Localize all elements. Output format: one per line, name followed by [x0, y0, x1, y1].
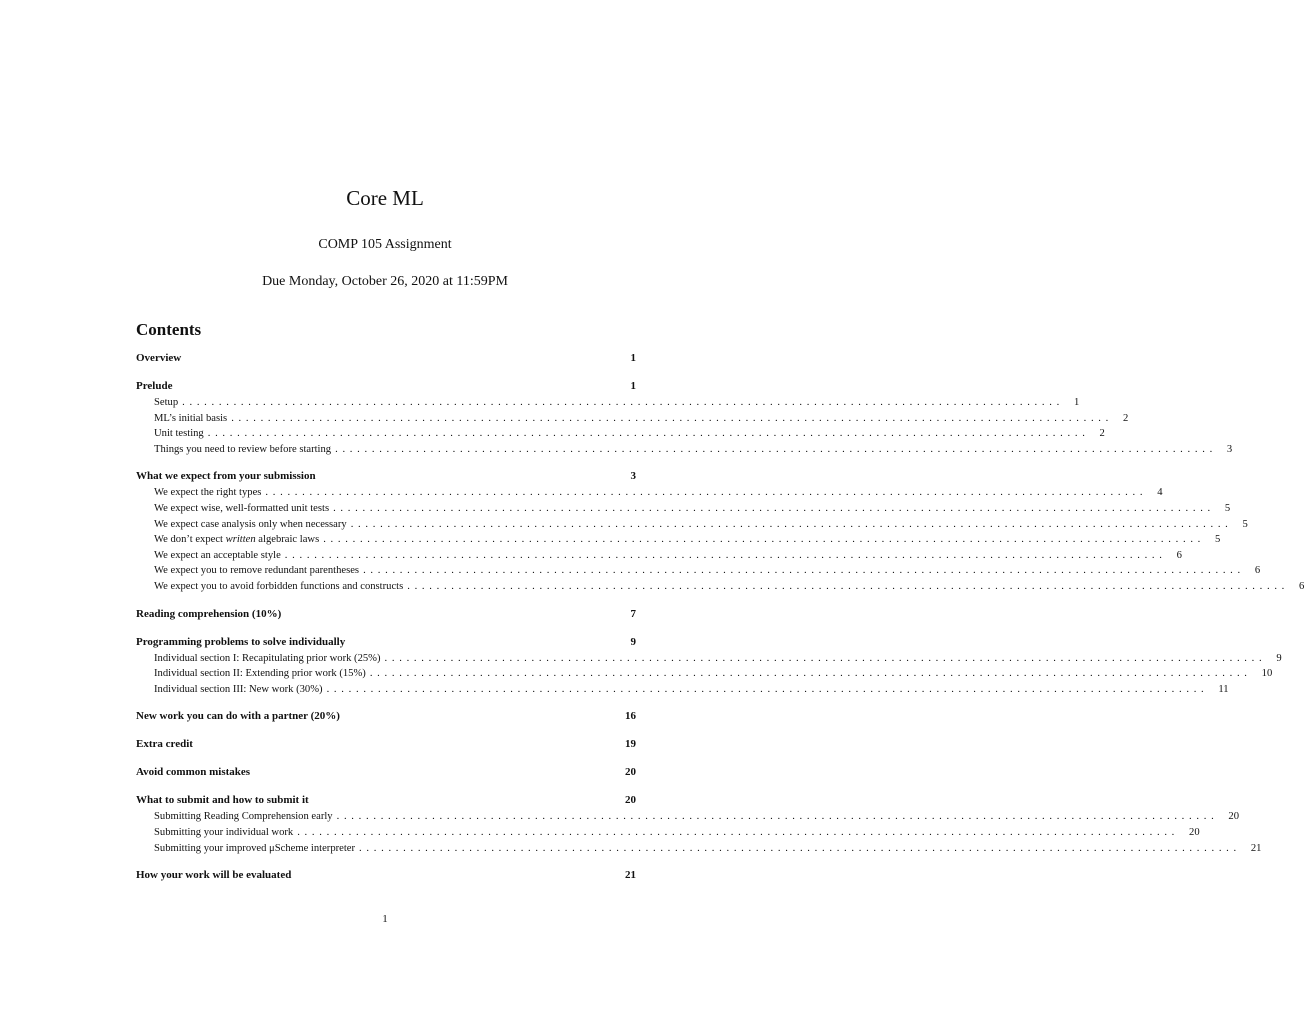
toc-subsection[interactable]	[136, 395, 1080, 411]
toc-leader-dots: ........................................................................................................................	[359, 842, 1241, 854]
toc-leader-dots: ........................................................................................................................	[284, 549, 1167, 561]
toc-subsection-page: 20	[1189, 826, 1200, 838]
toc-subsection-label: We expect you to avoid forbidden functions and constructs	[154, 580, 404, 592]
toc-section-label: Avoid common mistakes	[136, 766, 251, 779]
toc-leader-dots: ........................................................................................................................	[231, 412, 1113, 424]
document-subtitle: COMP 105 Assignment	[318, 237, 452, 252]
toc-subsection[interactable]	[136, 485, 1163, 501]
toc-subsection-page: 6	[1176, 549, 1182, 561]
toc-section[interactable]	[136, 634, 636, 651]
toc-subsection-label: Submitting your individual work	[154, 826, 294, 838]
toc-subsection-label: We expect case analysis only when necessary	[154, 518, 347, 530]
toc-subsection-label: We expect the right types	[154, 487, 262, 499]
toc-subsection[interactable]	[136, 411, 1129, 427]
emphasis-text: written	[225, 534, 256, 546]
toc-section-page: 7	[630, 607, 636, 620]
toc-section-page: 19	[625, 738, 636, 751]
toc-leader-dots: ........................................................................................................................	[182, 397, 1064, 408]
toc-subsection-label: Individual section III: New work (30%)	[154, 683, 323, 695]
toc-subsection-label: ML’s initial basis	[154, 412, 228, 424]
toc-leader-dots: ........................................................................................................................	[207, 428, 1090, 440]
toc-section-label: Overview	[136, 352, 182, 364]
toc-subsection[interactable]	[136, 825, 1200, 841]
toc-subsection-page: 1	[1073, 397, 1080, 408]
toc-section[interactable]	[136, 350, 636, 367]
toc-section-label: New work you can do with a partner (20%)	[136, 710, 340, 723]
toc-section[interactable]	[136, 792, 636, 809]
toc-section-page: 20	[625, 794, 636, 807]
toc-leader-dots: ........................................................................................................................	[407, 580, 1290, 592]
toc-subsection-page: 5	[1224, 502, 1231, 514]
toc-leader-dots: ........................................................................................................................	[363, 565, 1245, 577]
toc-leader-dots: ........................................................................................................................	[369, 668, 1252, 680]
toc-subsection-label: We don’t expect written algebraic laws	[154, 534, 320, 546]
toc-subsection[interactable]	[136, 682, 1229, 698]
toc-subsection-page: 5	[1215, 534, 1221, 546]
toc-subsection[interactable]	[136, 809, 1240, 825]
toc-subsection[interactable]	[136, 563, 1261, 579]
toc-subsection[interactable]	[136, 442, 1233, 458]
toc-subsection-page: 3	[1226, 443, 1233, 455]
toc-section[interactable]	[136, 606, 636, 623]
toc-subsection-page: 2	[1123, 412, 1129, 424]
toc-section[interactable]	[136, 867, 636, 884]
toc-section-label: What we expect from your submission	[136, 470, 316, 483]
toc-leader-dots: ........................................................................................................................	[326, 683, 1209, 695]
toc-leader-dots: ........................................................................................................................	[265, 487, 1148, 499]
toc-leader-dots: ........................................................................................................................	[323, 534, 1206, 546]
toc-section-page: 20	[625, 766, 636, 779]
toc-section-label: Extra credit	[136, 738, 193, 751]
toc-subsection-page: 5	[1242, 518, 1248, 530]
toc-section-page: 3	[630, 470, 636, 483]
toc-section-page: 9	[630, 635, 636, 648]
toc-subsection-page: 10	[1261, 668, 1273, 680]
toc-subsection-label: We expect wise, well-formatted unit tests	[154, 502, 330, 514]
toc-subsection-label: Things you need to review before starting	[154, 443, 332, 455]
toc-section-label: What to submit and how to submit it	[136, 794, 309, 807]
toc-subsection[interactable]	[136, 426, 1105, 442]
toc-section-label: Prelude	[136, 380, 173, 392]
toc-subsection-page: 11	[1218, 683, 1229, 695]
toc-leader-dots: ........................................................................................................................	[350, 518, 1233, 530]
toc-section[interactable]	[136, 378, 636, 395]
toc-subsection[interactable]	[136, 666, 1273, 682]
contents-heading: Contents	[136, 320, 202, 339]
toc-subsection-label: Individual section I: Recapitulating prior work (25%)	[154, 652, 381, 664]
toc-subsection[interactable]	[136, 532, 1221, 548]
toc-subsection-page: 6	[1299, 580, 1304, 592]
toc-subsection-page: 6	[1254, 565, 1261, 577]
document-title: Core ML	[346, 186, 424, 210]
due-date: Due Monday, October 26, 2020 at 11:59PM	[262, 274, 508, 289]
toc-subsection[interactable]	[136, 548, 1182, 564]
toc-subsection[interactable]	[136, 579, 1304, 595]
toc-subsection-page: 21	[1250, 842, 1262, 854]
toc-section[interactable]	[136, 468, 636, 485]
toc-subsection[interactable]	[136, 841, 1262, 857]
toc-section[interactable]	[136, 764, 636, 781]
toc-section[interactable]	[136, 736, 636, 753]
toc-leader-dots: ........................................................................................................................	[384, 652, 1267, 664]
toc-subsection[interactable]	[136, 517, 1248, 533]
table-of-contents	[136, 350, 1304, 884]
toc-leader-dots: ........................................................................................................................	[333, 502, 1215, 514]
toc-section[interactable]	[136, 708, 636, 725]
toc-subsection-page: 9	[1276, 652, 1282, 664]
toc-section-page: 1	[630, 380, 636, 392]
toc-subsection-label: We expect an acceptable style	[154, 549, 281, 561]
toc-section-page: 16	[625, 710, 636, 723]
page-number: 1	[382, 913, 388, 925]
toc-leader-dots: ........................................................................................................................	[335, 443, 1217, 455]
toc-section-page: 21	[625, 869, 636, 882]
toc-leader-dots: ........................................................................................................................	[297, 826, 1180, 838]
toc-section-page: 1	[630, 352, 636, 364]
toc-subsection-label: Individual section II: Extending prior work (15%)	[154, 668, 366, 680]
toc-subsection[interactable]	[136, 651, 1282, 667]
toc-section-label: How your work will be evaluated	[136, 869, 292, 882]
toc-leader-dots: ........................................................................................................................	[336, 811, 1219, 823]
toc-subsection-page: 2	[1099, 428, 1105, 440]
toc-subsection-label: Submitting Reading Comprehension early	[154, 811, 333, 823]
toc-subsection-label: Unit testing	[154, 428, 204, 440]
toc-section-label: Reading comprehension (10%)	[136, 607, 282, 620]
toc-subsection-label: We expect you to remove redundant parentheses	[154, 565, 360, 577]
toc-subsection-label: Submitting your improved μScheme interpreter	[154, 842, 356, 854]
toc-subsection-page: 4	[1157, 487, 1163, 499]
toc-subsection-page: 20	[1228, 811, 1240, 823]
toc-section-label: Programming problems to solve individually	[136, 635, 346, 648]
toc-subsection[interactable]	[136, 501, 1231, 517]
toc-subsection-label: Setup	[154, 397, 179, 408]
